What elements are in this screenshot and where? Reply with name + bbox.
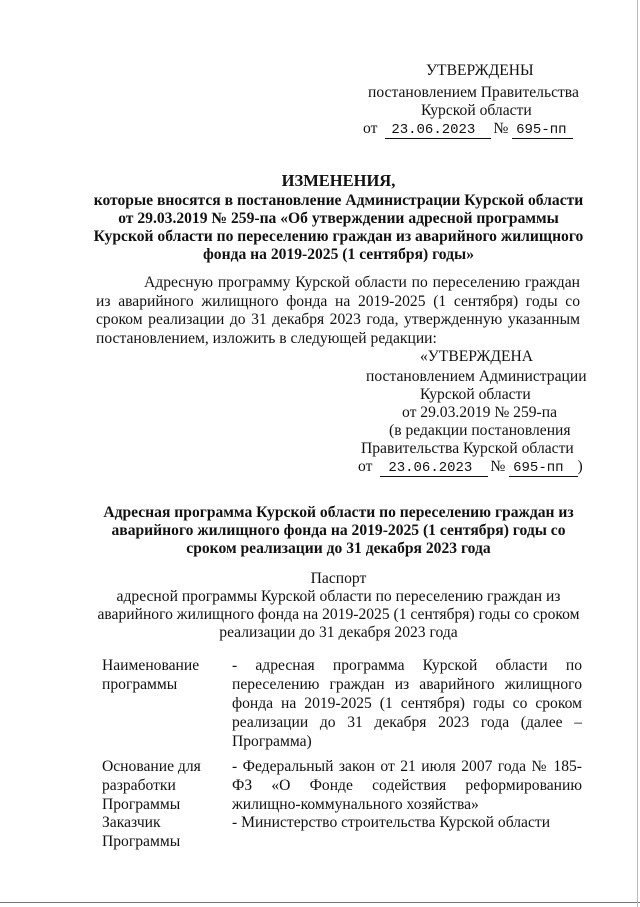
scan-edge-right — [637, 0, 638, 907]
scan-edge-bottom — [0, 902, 640, 903]
from-prefix: от — [358, 458, 373, 475]
intro-paragraph: Адресную программу Курской области по переселению граждан из аварийного жилищного фонда на 2019-2025 (1 сентября) годы со сроком реализации до 31 декабря 2023 года, утвержденную указанным постановлением, изложить в следующей редакции: — [96, 274, 580, 347]
approval-second-line1: постановлением Администрации — [366, 368, 587, 385]
document-heading: ИЗМЕНЕНИЯ, — [281, 171, 396, 190]
approval-second-line4: (в редакции постановления — [389, 422, 571, 439]
row-value-customer: - Министерство строительства Курской области — [232, 814, 551, 831]
heading-line-2: от 29.03.2019 № 259-па «Об утверждении адресной программы — [118, 210, 559, 227]
approval-date: 23.06.2023 — [385, 123, 491, 139]
row-label-customer: Заказчик Программы — [102, 814, 181, 850]
program-title-line-2: аварийного жилищного фонда на 2019-2025 (1 сентября) годы со — [111, 522, 566, 539]
approval-second-line5: Правительства Курской области — [361, 440, 574, 457]
passport-line-1: адресной программы Курской области по переселению граждан из — [116, 588, 561, 605]
row-label-program-name: Наименование программы — [102, 657, 200, 693]
approval-second-date-line — [358, 458, 583, 477]
program-title-line-1: Адресная программа Курской области по переселению граждан из — [103, 504, 574, 521]
approval-top-title: УТВЕРЖДЕНЫ — [426, 62, 534, 79]
approval-top-date-line — [363, 120, 573, 139]
row-value-basis: - Федеральный закон от 21 июля 2007 года № 185-ФЗ «О Фонде содействия реформированию жилищно-коммунального хозяйства» — [232, 758, 582, 813]
approval-number: 695-пп — [512, 123, 572, 139]
approval-second-title: «УТВЕРЖДЕНА — [420, 348, 534, 365]
approval-top-line1: постановлением Правительства — [368, 84, 579, 101]
approval-second-line3: от 29.03.2019 № 259-па — [402, 404, 558, 421]
number-prefix: № — [490, 458, 506, 475]
program-title-line-3: сроком реализации до 31 декабря 2023 года — [186, 540, 491, 557]
closing-paren: ) — [577, 458, 583, 475]
approval-second-number: 695-пп — [509, 461, 577, 477]
passport-title: Паспорт — [310, 570, 367, 587]
heading-line-4: фонда на 2019-2025 (1 сентября) годы» — [203, 246, 474, 263]
approval-top-line2: Курской области — [421, 102, 532, 119]
passport-line-2: аварийного жилищного фонда на 2019-2025 (1 сентября) годы со сроком — [97, 606, 580, 623]
passport-line-3: реализации до 31 декабря 2023 года — [219, 624, 458, 641]
row-label-basis: Основание для разработки Программы — [102, 758, 201, 813]
number-prefix: № — [493, 120, 509, 137]
row-value-program-name: - адресная программа Курской области по переселению граждан из аварийного жилищного фонда на 2019-2025 (1 сентября) годы со сроком реализации до 31 декабря 2023 года (далее – Программа) — [232, 657, 582, 750]
approval-second-date: 23.06.2023 — [380, 461, 488, 477]
heading-line-3: Курской области по переселению граждан из аварийного жилищного — [93, 228, 584, 245]
heading-line-1: которые вносятся в постановление Администрации Курской области — [93, 192, 584, 209]
approval-second-line2: Курской области — [420, 386, 531, 403]
from-prefix: от — [363, 120, 378, 137]
